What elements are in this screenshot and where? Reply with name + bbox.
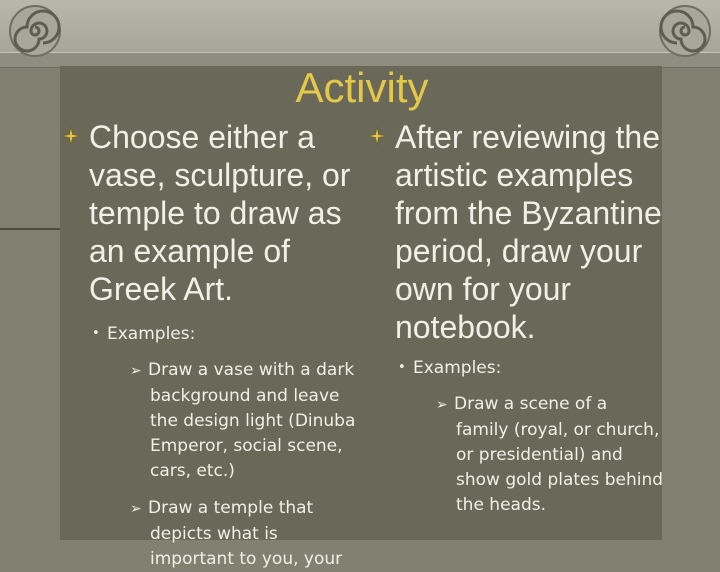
right-column [368,118,668,518]
right-heading-text: After reviewing the artistic examples from the Byzantine period, draw your own for your notebook. [395,119,662,345]
slide-title: Activity [295,64,429,111]
right-sub-item [368,356,668,380]
left-column [62,118,362,572]
list-item-text: Draw a vase with a dark background and leave the design light (Dinuba Emperor, social scene, cars, etc.) [148,360,356,481]
arrow-bullet-icon: ➢ [130,501,142,517]
left-sub-text: Examples: [107,324,196,344]
divider-line [0,228,60,230]
list-item-text: Draw a temple that depicts what is important to you, your [148,498,343,569]
dot-bullet-icon: • [92,326,100,341]
left-heading-text: Choose either a vase, sculpture, or temple to draw as an example of Greek Art. [89,119,351,307]
sparkle-bullet-icon [62,127,80,145]
left-sub-item [62,322,362,346]
list-item-text: Draw a scene of a family (royal, or church, or presidential) and show gold plates behind the heads. [454,394,664,515]
list-item [62,358,362,484]
right-heading [368,118,668,346]
arrow-bullet-icon: ➢ [436,397,448,413]
dot-bullet-icon: • [398,360,406,375]
arrow-bullet-icon: ➢ [130,363,142,379]
spiral-volute-icon [8,4,62,58]
left-heading [62,118,362,308]
list-item [368,392,668,518]
sparkle-bullet-icon [368,127,386,145]
right-sub-text: Examples: [413,358,502,378]
column-capital [0,0,720,68]
list-item [62,496,362,572]
spiral-volute-icon [658,4,712,58]
